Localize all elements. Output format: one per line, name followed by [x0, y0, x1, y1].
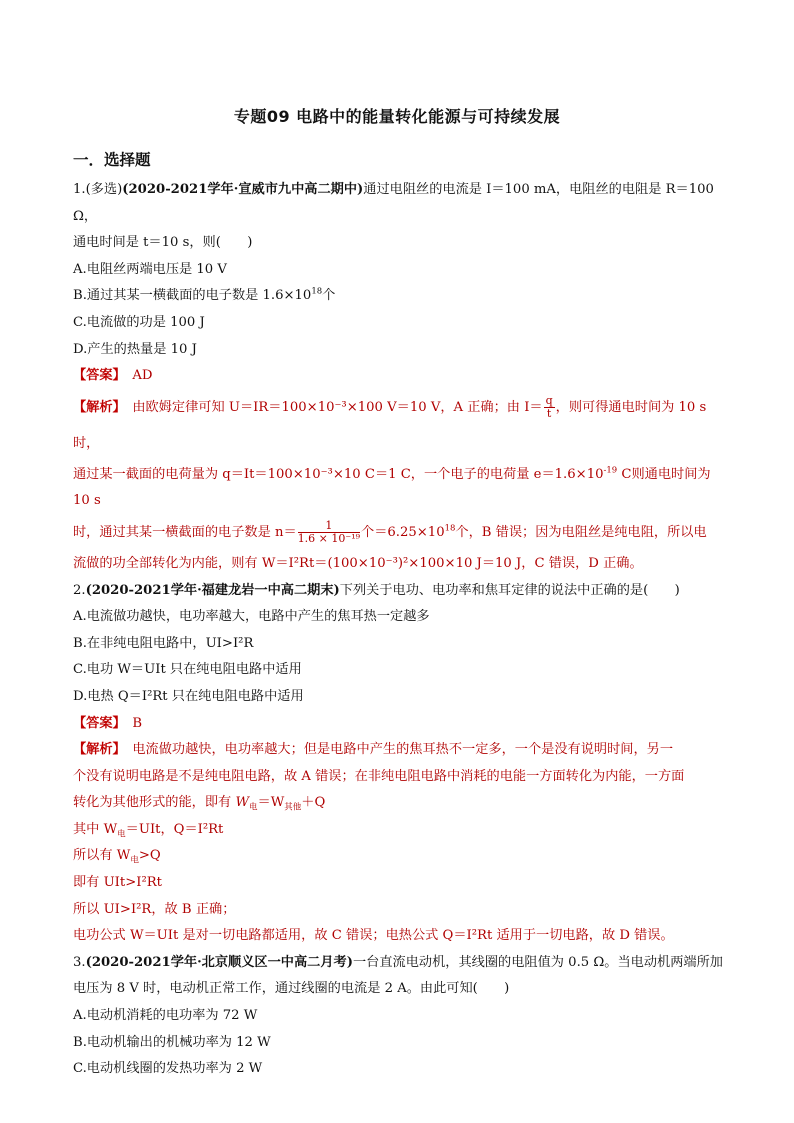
q2-analysis-1: 【解析】 电流做功越快，电功率越大；但是电路中产生的焦耳热不一定多，一个是没有说明时间，另一: [73, 742, 674, 758]
answer-tag: 【答案】: [73, 715, 120, 731]
section-heading: 一．选择题: [73, 151, 151, 169]
q1-answer: 【答案】 AD: [73, 368, 153, 384]
q2-stem: 2.(2020-2021学年·福建龙岩一中高二期末)下列关于电功、电功率和焦耳定律的说法中正确的是( ): [73, 582, 680, 598]
q2-equation-4: 所以 UI>I²R，故 B 正确；: [73, 901, 236, 917]
q2-equation-3: 即有 UIt>I²Rt: [73, 875, 162, 891]
q3-stem: 3.(2020-2021学年·北京顺义区一中高二月考)一台直流电动机，其线圈的电阻值为 0.5 Ω。当电动机两端所加: [73, 954, 723, 970]
q1-stem-cont: 通电时间是 t＝10 s，则( ): [73, 235, 253, 251]
q3-option-a: A.电动机消耗的电功率为 72 W: [73, 1008, 258, 1024]
fraction-electron-count: $\frac{1}{\text{1.6 × 10⁻¹⁹}}$: [297, 518, 361, 545]
q3-option-c: C.电动机线圈的发热功率为 2 W: [73, 1061, 263, 1077]
q2-answer: 【答案】 B: [73, 715, 143, 731]
q1-analysis-4: 流做的功全部转化为内能，则有 W＝I²Rt＝(100×10⁻³)²×100×10 J＝10 J，C 错误，D 正确。: [73, 555, 643, 571]
q3-option-b: B.电动机输出的机械功率为 12 W: [73, 1034, 271, 1050]
q1-analysis-2: 通过某一截面的电荷量为 q＝It＝100×10⁻³×10 C＝1 C，一个电子的电荷量 $e=1.6\times 10^{-19}$ C则通电时间为 10 s: [73, 465, 711, 509]
q2-equation-1: 其中 $W_电=UIt$，Q＝I²Rt: [73, 821, 224, 840]
q2-source: (2020-2021学年·福建龙岩一中高二期末): [85, 582, 340, 598]
q2-option-b: B.在非纯电阻电路中，UI>I²R: [73, 635, 254, 651]
analysis-tag: 【解析】: [73, 399, 120, 415]
q3-source: (2020-2021学年·北京顺义区一中高二月考): [85, 954, 353, 970]
q3-stem-cont: 电压为 8 V 时，电动机正常工作，通过线圈的电流是 2 A。由此可知( ): [73, 981, 510, 997]
q2-option-d: D.电热 Q＝I²Rt 只在纯电阻电路中适用: [73, 688, 304, 704]
page-title: 专题09 电路中的能量转化能源与可持续发展: [233, 107, 561, 126]
analysis-tag: 【解析】: [73, 742, 120, 758]
q1-analysis-3: 时，通过其某一横截面的电子数是 n＝ $\frac{1}{\text{1.6 × 10⁻¹⁹}}$ 个$=6.25\times 10^{18}$个，B 错误；因为电阻丝是纯电阻，所以电: [73, 518, 707, 545]
q1-option-d: D.产生的热量是 10 J: [73, 341, 197, 357]
q2-conclusion: 电功公式 W＝UIt 是对一切电路都适用，故 C 错误；电热公式 Q＝I²Rt 适用于一切电路，故 D 错误。: [73, 928, 674, 944]
q1-stem: 1.(多选)(2020-2021学年·宣威市九中高二期中)通过电阻丝的电流是 I＝100 mA，电阻丝的电阻是 R＝100 Ω，: [73, 182, 714, 224]
q2-option-a: A.电流做功越快，电功率越大，电路中产生的焦耳热一定越多: [73, 609, 430, 625]
answer-tag: 【答案】: [73, 368, 120, 384]
q2-analysis-3: 转化为其他形式的能，即有 $W_电=W_{其他}+Q$: [73, 795, 326, 813]
content-body: [73, 177, 723, 1083]
q2-option-c: C.电功 W＝UIt 只在纯电阻电路中适用: [73, 662, 302, 678]
q1-option-a: A.电阻丝两端电压是 10 V: [73, 261, 227, 277]
q1-analysis-1: 【解析】 由欧姆定律可知 U＝IR＝100×10⁻³×100 V＝10 V，A 正确；由 I＝ $\frac{q}{t}$ ，则可得通电时间为 10 s 时，: [73, 393, 707, 451]
q1-source: (2020-2021学年·宣威市九中高二期中): [122, 182, 364, 197]
q2-analysis-2: 个没有说明电路是不是纯电阻电路，故 A 错误；在非纯电阻电路中消耗的电能一方面转化为内能，一方面: [73, 768, 685, 784]
fraction-q-over-t: $\frac{q}{t}$: [545, 393, 553, 420]
q2-equation-2: 所以有 $W_电>Q$: [73, 848, 161, 867]
q1-option-b: B.通过其某一横截面的电子数是 $1.6\times 10^{18}$个: [73, 286, 336, 304]
q1-option-c: C.电流做的功是 100 J: [73, 314, 205, 330]
